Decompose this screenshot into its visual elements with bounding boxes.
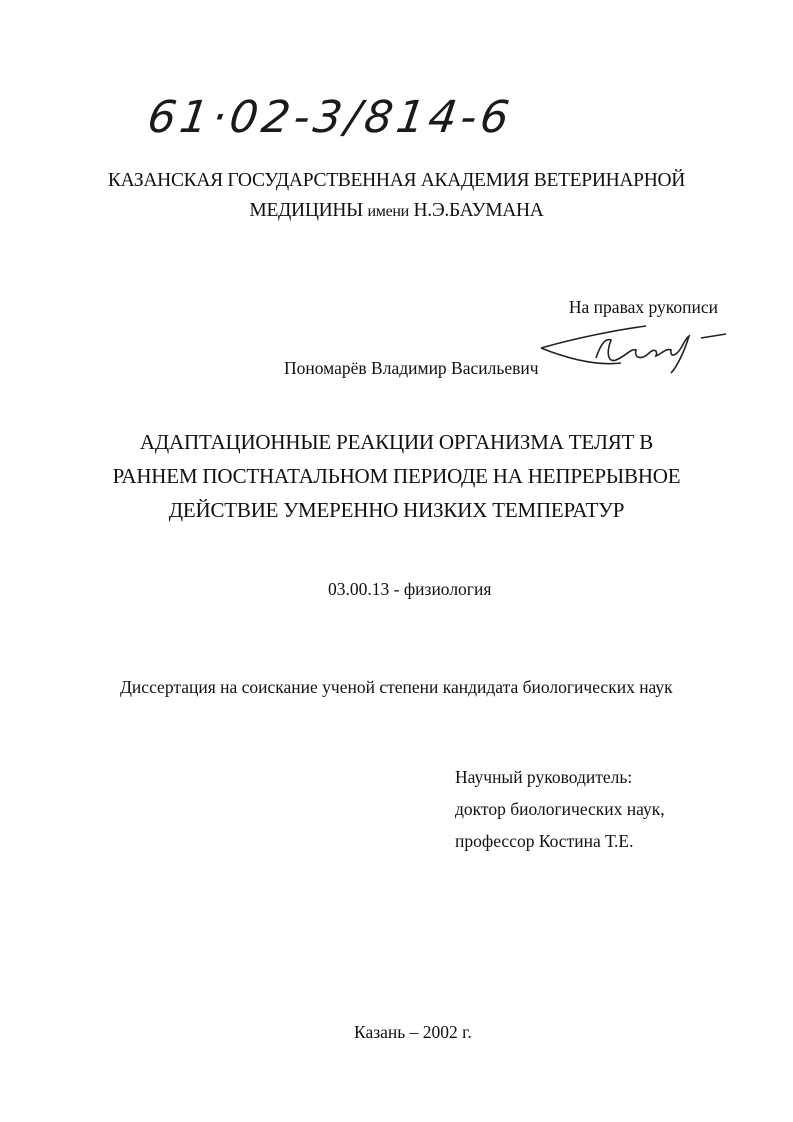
advisor-label: Научный руководитель: bbox=[455, 767, 633, 787]
title-line-1: АДАПТАЦИОННЫЕ РЕАКЦИИ ОРГАНИЗМА ТЕЛЯТ В bbox=[139, 430, 654, 454]
rights-note: На правах рукописи bbox=[568, 297, 718, 317]
author-name: Пономарёв Владимир Васильевич bbox=[284, 358, 539, 378]
title-line-2: РАННЕМ ПОСТНАТАЛЬНОМ ПЕРИОДЕ НА НЕПРЕРЫВНОЕ bbox=[112, 464, 681, 488]
institution-namesake: Н.Э.БАУМАНА bbox=[413, 200, 544, 221]
specialty: 03.00.13 - физиология bbox=[328, 579, 492, 599]
handwritten-catalog-code: 61·02-3/814-6 bbox=[144, 92, 517, 143]
institution-name-part: МЕДИЦИНЫ bbox=[249, 200, 363, 221]
degree-statement: Диссертация на соискание ученой степени кандидата биологических наук bbox=[120, 677, 673, 697]
advisor-degree: доктор биологических наук, bbox=[455, 799, 665, 819]
author-signature bbox=[536, 318, 731, 378]
institution-line-1: КАЗАНСКАЯ ГОСУДАРСТВЕННАЯ АКАДЕМИЯ ВЕТЕРИНАРНОЙ bbox=[107, 170, 686, 191]
institution-line-2 bbox=[0, 200, 793, 222]
title-line-3: ДЕЙСТВИЕ УМЕРЕННО НИЗКИХ ТЕМПЕРАТУР bbox=[168, 498, 625, 522]
advisor-name: профессор Костина Т.Е. bbox=[455, 831, 634, 851]
institution-named-after: имени bbox=[367, 203, 409, 220]
place-year: Казань – 2002 г. bbox=[354, 1022, 472, 1042]
